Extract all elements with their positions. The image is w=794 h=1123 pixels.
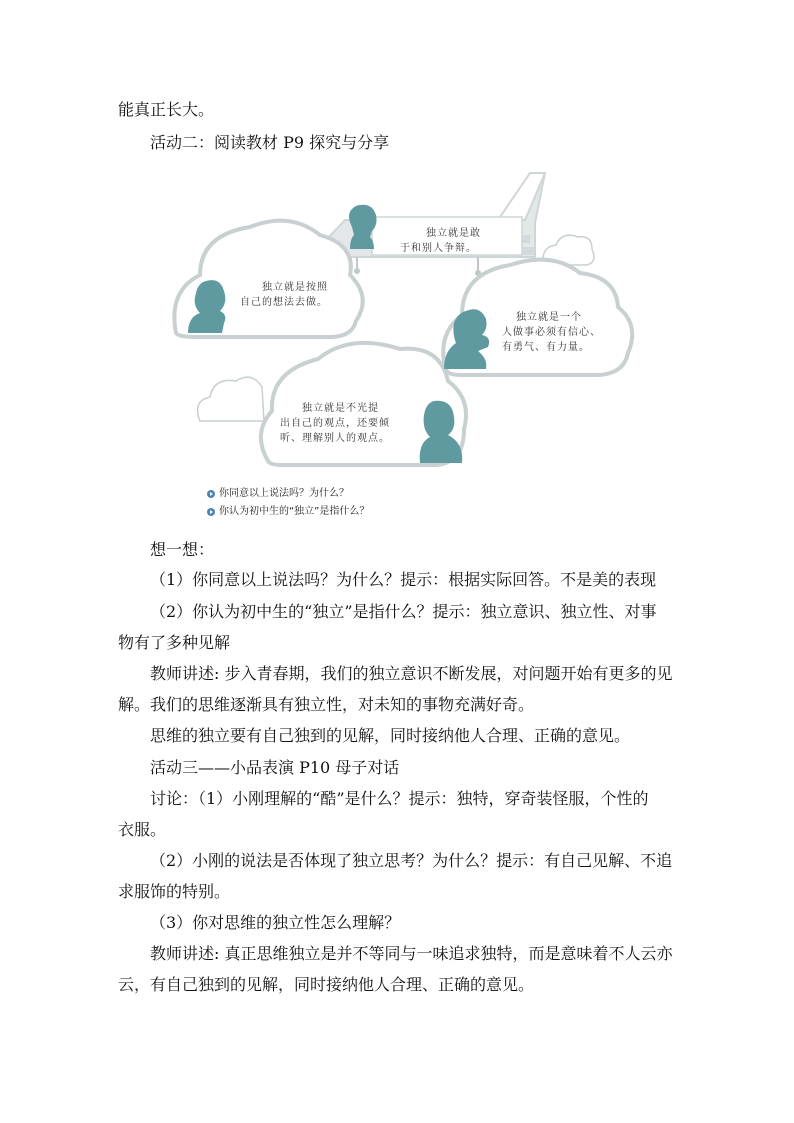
bubble-right-line-3: 有勇气、有力量。: [502, 342, 590, 353]
bubble-bottom-line-1: 独立就是不光提: [302, 403, 379, 414]
figure-question-2: 你认为初中生的“独立”是指什么？: [219, 506, 370, 517]
teacher-narration-2-line-1: 教师讲述: 真正思维独立是并不等同与一味追求独特，而是意味着不人云亦: [150, 944, 673, 963]
silhouette-boy-plane: [349, 205, 377, 249]
bubble-top-line-1: 独立就是敢: [426, 228, 481, 239]
independence-statement: 思维的独立要有自己独到的见解，同时接纳他人合理、正确的意见。: [150, 726, 631, 745]
bubble-right-line-2: 人做事必须有信心、: [502, 327, 601, 338]
teacher-narration-2-line-2: 云，有自己独到的见解，同时接纳他人合理、正确的意见。: [118, 975, 535, 994]
activity-two-heading: 活动二：阅读教材 P9 探究与分享: [150, 133, 390, 152]
bullet-icon: [207, 490, 215, 498]
small-cloud-left: [198, 377, 264, 421]
bubble-left-line-1: 独立就是按照: [262, 282, 328, 293]
figure-question-1: 你同意以上说法吗？为什么？: [219, 488, 349, 499]
discussion-2-line-1: （2）小刚的说法是否体现了独立思考？为什么？提示：有自己见解、不追: [150, 851, 673, 870]
bubble-bottom-line-2: 出自己的观点，还要倾: [280, 418, 390, 429]
paragraph-continuation: 能真正长大。: [118, 100, 215, 119]
question-1-line: （1）你同意以上说法吗？为什么？提示：根据实际回答。不是美的表现: [150, 570, 657, 589]
think-heading: 想一想：: [150, 540, 215, 559]
teacher-narration-1-line-2: 解。我们的思维逐渐具有独立性，对未知的事物充满好奇。: [118, 695, 535, 714]
discussion-1-line-1: 讨论：（1）小刚理解的“酷”是什么？提示：独特，穿奇装怪服，个性的: [150, 789, 649, 808]
bubble-bottom-line-3: 听、理解别人的观点。: [280, 433, 390, 444]
independence-figure: [0, 165, 794, 545]
discussion-3-line: （3）你对思维的独立性怎么理解？: [150, 913, 401, 932]
discussion-2-line-2: 求服饰的特别。: [118, 882, 231, 901]
bubble-right-line-1: 独立就是一个: [516, 312, 582, 323]
question-2-line-1: （2）你认为初中生的“独立”是指什么？提示：独立意识、独立性、对事: [150, 602, 657, 621]
bubble-left-line-2: 自己的想法去做。: [240, 297, 328, 308]
activity-three-heading: 活动三——小品表演 P10 母子对话: [150, 758, 400, 777]
bullet-icon: [207, 508, 215, 516]
question-2-line-2: 物有了多种见解: [118, 633, 231, 652]
discussion-1-line-2: 衣服。: [118, 820, 167, 839]
teacher-narration-1-line-1: 教师讲述: 步入青春期，我们的独立意识不断发展，对问题开始有更多的见: [150, 664, 673, 683]
bubble-top-line-2: 于和别人争辩。: [400, 243, 477, 254]
